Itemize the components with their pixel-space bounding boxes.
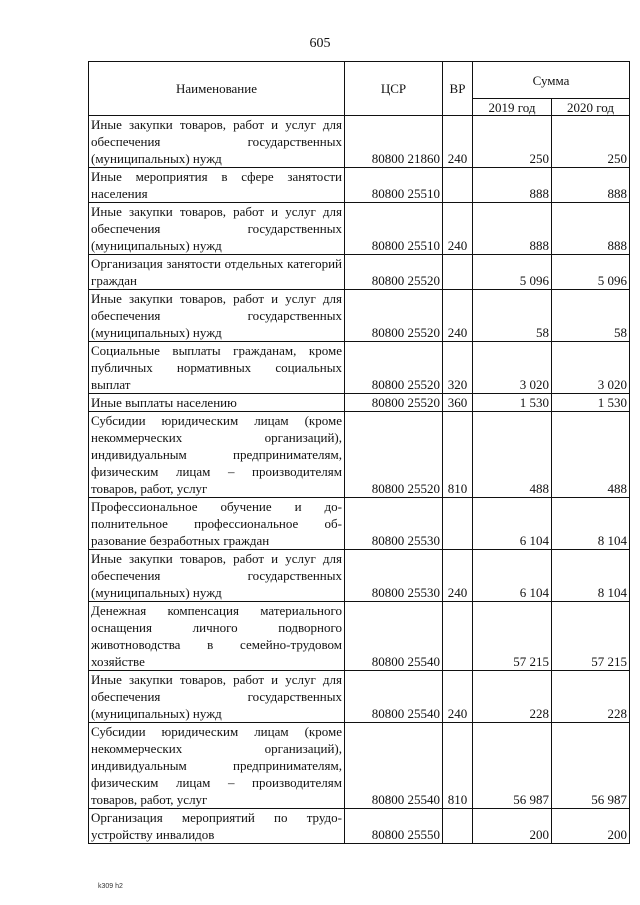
row-2019: 1 530 <box>473 394 552 412</box>
row-csr: 80800 25540 <box>345 602 443 671</box>
table-row <box>89 671 630 723</box>
row-vr: 810 <box>443 723 473 809</box>
row-2020: 5 096 <box>552 255 630 290</box>
row-vr: 360 <box>443 394 473 412</box>
row-2019: 6 104 <box>473 550 552 602</box>
row-2020: 488 <box>552 412 630 498</box>
row-csr: 80800 25520 <box>345 412 443 498</box>
header-2019: 2019 год <box>473 99 552 116</box>
table-body <box>89 116 630 844</box>
row-csr: 80800 25520 <box>345 342 443 394</box>
row-vr: 320 <box>443 342 473 394</box>
row-vr <box>443 498 473 550</box>
row-name: Иные закупки товаров, работ и услуг для обеспечения государственных (муниципальных) нужд <box>89 116 345 168</box>
row-name: Иные выплаты населению <box>89 394 345 412</box>
header-csr: ЦСР <box>345 62 443 116</box>
row-vr: 240 <box>443 550 473 602</box>
row-2020: 1 530 <box>552 394 630 412</box>
row-2019: 250 <box>473 116 552 168</box>
row-2020: 200 <box>552 809 630 844</box>
row-2019: 56 987 <box>473 723 552 809</box>
row-2019: 6 104 <box>473 498 552 550</box>
table-row <box>89 255 630 290</box>
row-vr: 240 <box>443 203 473 255</box>
table-row <box>89 116 630 168</box>
row-csr: 80800 25530 <box>345 498 443 550</box>
table-row <box>89 498 630 550</box>
row-name: Иные закупки товаров, работ и услуг для обеспечения государственных (муниципальных) нужд <box>89 671 345 723</box>
row-2020: 888 <box>552 168 630 203</box>
row-csr: 80800 25550 <box>345 809 443 844</box>
table-row <box>89 602 630 671</box>
row-name: Профессиональное обучение и дополнительное профессиональное образование безработных граждан <box>89 498 345 550</box>
row-2019: 228 <box>473 671 552 723</box>
table-row <box>89 168 630 203</box>
footer-code: k309 h2 <box>98 883 123 890</box>
row-name: Иные закупки товаров, работ и услуг для обеспечения государственных (муниципальных) нужд <box>89 203 345 255</box>
header-sum: Сумма <box>473 62 630 99</box>
table-row <box>89 342 630 394</box>
row-2020: 228 <box>552 671 630 723</box>
row-2019: 488 <box>473 412 552 498</box>
table-row <box>89 412 630 498</box>
table-row <box>89 550 630 602</box>
row-name: Организация мероприятий по трудоустройству инвалидов <box>89 809 345 844</box>
row-2019: 57 215 <box>473 602 552 671</box>
table-row <box>89 290 630 342</box>
row-name: Иные закупки товаров, работ и услуг для обеспечения государственных (муниципальных) нужд <box>89 290 345 342</box>
row-csr: 80800 25510 <box>345 168 443 203</box>
row-2020: 888 <box>552 203 630 255</box>
row-vr: 240 <box>443 116 473 168</box>
row-2020: 58 <box>552 290 630 342</box>
row-2019: 58 <box>473 290 552 342</box>
row-csr: 80800 25520 <box>345 255 443 290</box>
row-2020: 250 <box>552 116 630 168</box>
header-name: Наименование <box>89 62 345 116</box>
row-name: Иные закупки товаров, работ и услуг для обеспечения государственных (муниципальных) нужд <box>89 550 345 602</box>
row-vr: 240 <box>443 290 473 342</box>
row-vr <box>443 168 473 203</box>
row-csr: 80800 25520 <box>345 290 443 342</box>
row-2019: 5 096 <box>473 255 552 290</box>
row-csr: 80800 25530 <box>345 550 443 602</box>
row-vr <box>443 809 473 844</box>
row-2019: 200 <box>473 809 552 844</box>
header-vr: ВР <box>443 62 473 116</box>
row-vr: 240 <box>443 671 473 723</box>
page-number: 605 <box>309 36 331 51</box>
budget-table <box>88 61 630 844</box>
row-name: Денежная компенсация материального оснащения личного подворного животноводства в семейно-трудовом хозяйстве <box>89 602 345 671</box>
row-vr <box>443 255 473 290</box>
row-csr: 80800 25540 <box>345 671 443 723</box>
row-2020: 57 215 <box>552 602 630 671</box>
row-vr: 810 <box>443 412 473 498</box>
row-2019: 888 <box>473 203 552 255</box>
row-csr: 80800 21860 <box>345 116 443 168</box>
row-csr: 80800 25520 <box>345 394 443 412</box>
table-row <box>89 394 630 412</box>
row-2020: 3 020 <box>552 342 630 394</box>
row-name: Иные мероприятия в сфере занятости населения <box>89 168 345 203</box>
row-2019: 3 020 <box>473 342 552 394</box>
row-vr <box>443 602 473 671</box>
row-name: Субсидии юридическим лицам (кроме некоммерческих организаций), индивидуальным предпринимателям, физическим лицам – производителям товаров, работ, услуг <box>89 723 345 809</box>
row-2020: 8 104 <box>552 498 630 550</box>
row-csr: 80800 25510 <box>345 203 443 255</box>
row-name: Организация занятости отдельных категорий граждан <box>89 255 345 290</box>
table-row <box>89 203 630 255</box>
header-2020: 2020 год <box>552 99 630 116</box>
row-2020: 56 987 <box>552 723 630 809</box>
row-csr: 80800 25540 <box>345 723 443 809</box>
table-row <box>89 809 630 844</box>
row-name: Субсидии юридическим лицам (кроме некоммерческих организаций), индивидуальным предпринимателям, физическим лицам – производителям товаров, работ, услуг <box>89 412 345 498</box>
row-2019: 888 <box>473 168 552 203</box>
row-2020: 8 104 <box>552 550 630 602</box>
row-name: Социальные выплаты гражданам, кроме публичных нормативных социальных выплат <box>89 342 345 394</box>
table-row <box>89 723 630 809</box>
